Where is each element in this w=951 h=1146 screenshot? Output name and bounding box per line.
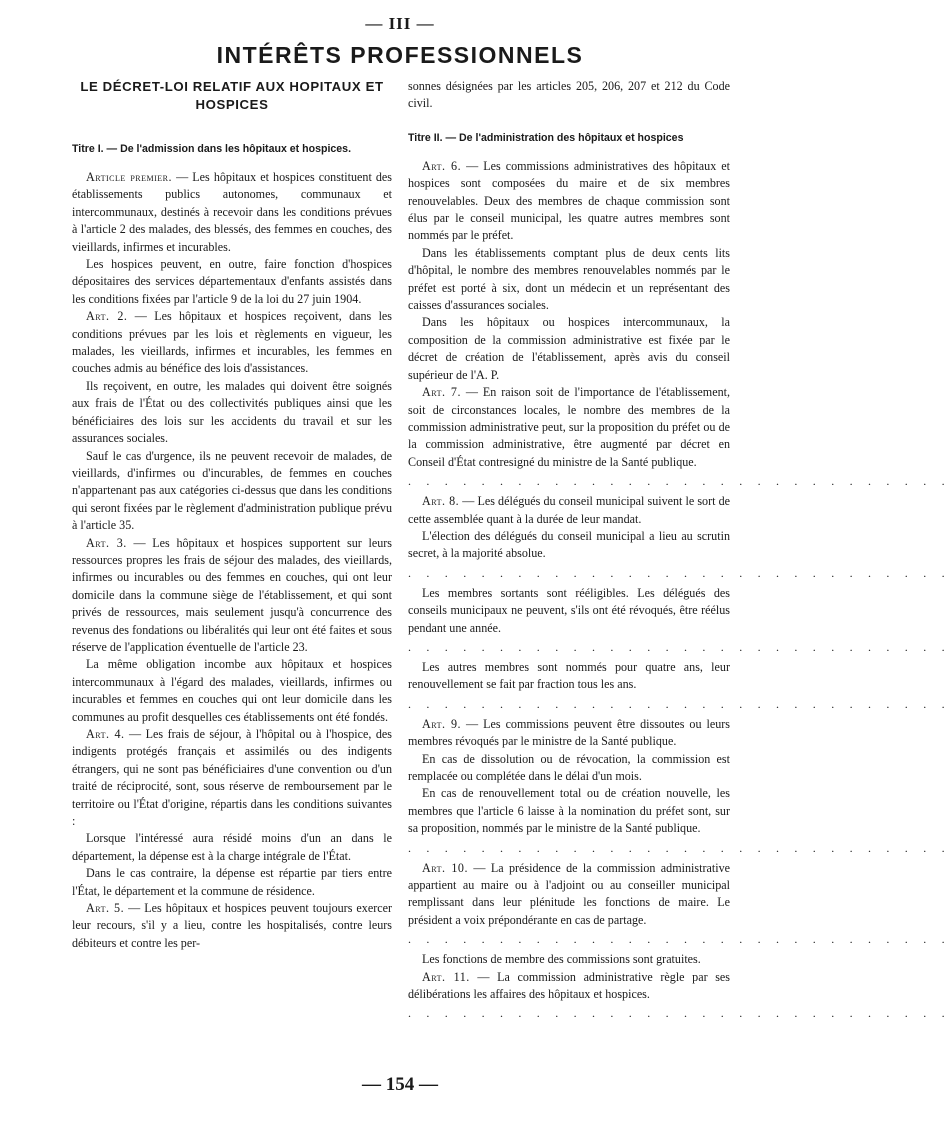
page-header-roman: — III —: [365, 14, 435, 33]
article-10-paragraph: Art. 10. — La présidence de la commission administrative appartient au maire ou à l'adjoint ou au conseiller municipal remplissant dans leur plénitude les fonctions de maire. Le président a voix prépondérante en cas de partage.: [408, 860, 730, 927]
article-label: Article premier.: [86, 170, 173, 184]
article-11-paragraph: Art. 11. — La commission administrative règle par ses délibérations les affaires des hôpitaux et hospices.: [408, 969, 730, 1002]
article-label: Art. 4.: [86, 727, 125, 741]
paragraph: L'élection des délégués du conseil municipal a lieu au scrutin secret, à la majorité absolue.: [408, 528, 730, 561]
paragraph: Les autres membres sont nommés pour quatre ans, leur renouvellement se fait par fraction tous les ans.: [408, 659, 730, 692]
paragraph: Dans les hôpitaux ou hospices intercommunaux, la composition de la commission administrative est fixée par le décret de création de l'établissement, après avis du conseil supérieur de l'A. P.: [408, 315, 730, 382]
right-column: [408, 78, 951, 1025]
paragraph: Ils reçoivent, en outre, les malades qui doivent être soignés aux frais de l'État ou des collectivités publiques ainsi que les bénéficiaires des lois sur les accidents du travail et sur les assurances sociales.: [72, 378, 392, 446]
decree-title: LE DÉCRET-LOI RELATIF AUX HOPITAUX ET HOSPICES: [80, 79, 384, 112]
paragraph: Lorsque l'intéressé aura résidé moins d'un an dans le département, la dépense est à la charge intégrale de l'État.: [72, 831, 392, 863]
ellipsis-divider: . . . . . . . . . . . . . . . . . . . . . . . . . . . . . .: [408, 639, 951, 654]
article-label: Art. 10.: [422, 860, 468, 875]
article-label: Art. 8.: [422, 494, 460, 509]
article-9-paragraph: Art. 9. — Les commissions peuvent être dissoutes ou leurs membres révoqués par le ministre de la Santé publique.: [408, 716, 731, 749]
paragraph: En cas de renouvellement total ou de création nouvelle, les membres que l'article 6 laisse à la nomination du préfet sont, sur sa proposition, nommés par le ministre de la Santé publique.: [408, 786, 730, 836]
paragraph: Les membres sortants sont rééligibles. Les délégués des conseils municipaux ne peuvent, s'ils ont été révoqués, être réélus pendant une année.: [408, 585, 730, 635]
article-label: Art. 5.: [86, 901, 125, 916]
article-1-paragraph: Article premier. — Les hôpitaux et hospices constituent des établissements publics autonomes, communaux et intercommunaux, destinés à recevoir dans les conditions prévues à l'article 2 des malades, des blessés, des femmes en couches, des vieillards, infirmes et incurables.: [72, 170, 393, 254]
article-label: Art. 2.: [86, 309, 128, 324]
page-number: — 154 —: [362, 1074, 438, 1095]
article-3-paragraph: Art. 3. — Les hôpitaux et hospices supportent sur leurs ressources propres les frais de séjour des malades, des vieillards, infirmes ou incurables ou des femmes en couches, qui ont leur domicile dans la commune siège de l'établissement, et qui sont privés de ressources, mais seulement jusqu'à concurrence des revenus des fondations ou libéralités qui leur ont été faites et sous réserve de l'application éventuelle de l'article 23.: [72, 535, 392, 654]
main-title: INTÉRÊTS PROFESSIONNELS: [216, 42, 584, 68]
article-label: Art. 9.: [422, 716, 462, 731]
ellipsis-divider: . . . . . . . . . . . . . . . . . . . . . . . . . . . . . .: [408, 474, 951, 489]
paragraph: Dans le cas contraire, la dépense est répartie par tiers entre l'État, le département et la commune de résidence.: [72, 866, 392, 898]
ellipsis-divider: . . . . . . . . . . . . . . . . . . . . . . . . . . . . . .: [408, 565, 951, 580]
paragraph: La même obligation incombe aux hôpitaux et hospices intercommunaux à l'égard des malades, vieillards, infirmes ou incurables et femmes en couches qui ont leur domicile dans les communes au profit desquelles ces établissements ont été fondés.: [72, 657, 392, 724]
article-8-paragraph: Art. 8. — Les délégués du conseil municipal suivent le sort de cette assemblée quant à la durée de leur mandat.: [408, 494, 731, 526]
ellipsis-divider: . . . . . . . . . . . . . . . . . . . . . . . . . . . . . .: [408, 1006, 951, 1021]
article-4-paragraph: Art. 4. — Les frais de séjour, à l'hôpital ou à l'hospice, des indigents protégés français et assimilés ou des indigents étrangers, qui ne sont pas bénéficiaires d'une convention ou d'un traité de réciprocité, sont, sous réserve de remboursement par le territoire ou l'État d'origine, répartis dans les conditions suivantes :: [72, 727, 392, 829]
article-2-paragraph: Art. 2. — Les hôpitaux et hospices reçoivent, dans les conditions prévues par les lois et règlements en vigueur, les malades, les vieillards, infirmes et incurables, les femmes en couches admis au bénéfice des lois d'assistances.: [72, 309, 393, 376]
article-7-paragraph: Art. 7. — En raison soit de l'importance de l'établissement, soit de circonstances locales, le nombre des membres de la commission administrative peut, sur la proposition du préfet ou de la commission administrative, être augmenté par décret en Conseil d'État contresigné du ministre de la Santé publique.: [408, 385, 730, 469]
ellipsis-divider: . . . . . . . . . . . . . . . . . . . . . . . . . . . . . .: [408, 696, 951, 711]
paragraph: Les hospices peuvent, en outre, faire fonction d'hospices dépositaires des services départementaux d'enfants assistés dans les conditions fixées par l'article 9 de la loi du 27 juin 1904.: [72, 257, 392, 306]
article-label: Art. 6.: [422, 158, 462, 173]
paragraph: Dans les établissements comptant plus de deux cents lits d'hôpital, le nombre des membres renouvelables nommés par le préfet est porté à six, dont un médecin et un représentant des caisses d'assurances sociales.: [408, 245, 730, 313]
article-5-paragraph: Art. 5. — Les hôpitaux et hospices peuvent toujours exercer leur recours, s'il y a lieu, contre les hospitalisés, contre leurs débiteurs et contre les per-: [72, 901, 392, 950]
ellipsis-divider: . . . . . . . . . . . . . . . . . . . . . . . . . . . . . .: [408, 840, 951, 855]
left-column: [72, 78, 392, 952]
article-label: Art. 7.: [422, 385, 461, 400]
ellipsis-divider: . . . . . . . . . . . . . . . . . . . . . . . . . . . . . .: [408, 932, 951, 947]
paragraph: Les fonctions de membre des commissions sont gratuites.: [422, 952, 701, 967]
continued-paragraph: sonnes désignées par les articles 205, 206, 207 et 212 du Code civil.: [408, 79, 730, 111]
section-title-1: Titre I. — De l'admission dans les hôpitaux et hospices.: [72, 143, 352, 155]
section-title-2: Titre II. — De l'administration des hôpitaux et hospices: [408, 131, 684, 144]
article-label: Art. 3.: [86, 535, 127, 550]
article-6-paragraph: Art. 6. — Les commissions administratives des hôpitaux et hospices sont composées du maire et de six membres renouvelables. Deux des membres de chaque commission sont élus par le conseil municipal, les quatre autres membres sont nommés par le préfet.: [408, 158, 730, 243]
article-label: Art. 11.: [422, 969, 470, 984]
paragraph: Sauf le cas d'urgence, ils ne peuvent recevoir de malades, de vieillards, d'infirmes ou d'incurables, de femmes en couches n'appartenant pas aux catégories ci-dessus que dans les conditions qui seront fixées par le règlement d'administration publique prévu à l'article 35.: [72, 448, 392, 533]
paragraph: En cas de dissolution ou de révocation, la commission est remplacée ou complétée dans le délai d'un mois.: [408, 751, 730, 783]
